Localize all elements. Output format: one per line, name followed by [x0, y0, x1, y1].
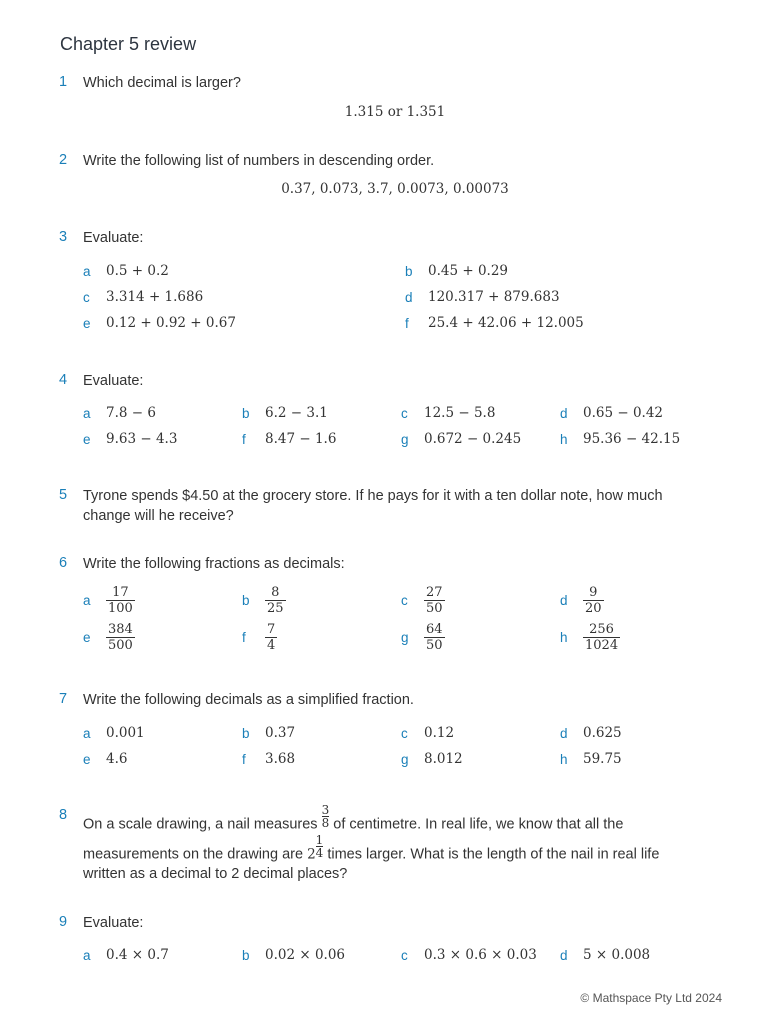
part-item [242, 947, 345, 963]
part-label: e [83, 630, 91, 645]
part-expression: 0.65 − 0.42 [583, 405, 664, 421]
part-label: d [560, 947, 568, 963]
part-item [83, 431, 177, 447]
part-expression: 0.001 [106, 725, 145, 741]
fraction [106, 622, 135, 653]
part-item [83, 751, 127, 767]
fraction-numerator: 27 [426, 585, 443, 600]
question-text-line: Tyrone spends $4.50 at the grocery store. If he pays for it with a ten dollar note, how much [83, 488, 663, 504]
part-item [242, 622, 277, 653]
part-item [83, 289, 203, 305]
part-label: h [560, 630, 568, 645]
part-label: h [560, 751, 568, 767]
fraction-numerator: 256 [589, 622, 614, 637]
part-item [401, 622, 445, 653]
fraction-numerator: 7 [267, 622, 276, 637]
fraction-denominator: 20 [585, 601, 602, 616]
part-expression: 0.5 + 0.2 [106, 263, 169, 279]
part-label: c [401, 725, 408, 741]
part-expression: 95.36 − 42.15 [583, 431, 681, 447]
part-label: e [83, 431, 91, 447]
question-text-segment: On a scale drawing, a nail measures [83, 816, 318, 833]
part-label: f [405, 315, 409, 331]
fraction-numerator: 64 [426, 622, 443, 637]
part-expression: 7.8 − 6 [106, 405, 156, 421]
part-item [83, 947, 169, 963]
part-expression: 0.45 + 0.29 [428, 263, 509, 279]
part-label: f [242, 751, 246, 767]
part-item [242, 751, 295, 767]
mixed-number-whole: 2 [307, 846, 316, 863]
part-label: b [242, 593, 250, 608]
part-label: g [401, 630, 409, 645]
part-label: g [401, 431, 409, 447]
part-item [401, 585, 445, 616]
part-expression: 8.012 [424, 751, 463, 767]
question-text-segment: of centimetre. In real life, we know that all the [333, 816, 624, 833]
question-expression: 0.37, 0.073, 3.7, 0.0073, 0.00073 [281, 181, 509, 197]
question-number: 3 [59, 229, 68, 245]
part-label: c [83, 289, 90, 305]
part-label: b [242, 405, 250, 421]
part-label: d [560, 725, 568, 741]
part-item [242, 725, 295, 741]
question-text-line: written as a decimal to 2 decimal places? [83, 866, 348, 882]
part-expression: 0.3 × 0.6 × 0.03 [424, 947, 537, 963]
question-text: Evaluate: [83, 915, 144, 931]
fraction [424, 622, 445, 653]
fraction [106, 585, 135, 616]
part-item [560, 947, 650, 963]
fraction [316, 834, 324, 859]
part-expression: 0.37 [265, 725, 296, 741]
question-expression: 1.315 or 1.351 [344, 104, 446, 120]
part-label: d [560, 593, 568, 608]
part-item [560, 431, 680, 447]
part-label: d [560, 405, 568, 421]
part-expression: 0.4 × 0.7 [106, 947, 169, 963]
part-item [83, 405, 156, 421]
part-item [560, 725, 622, 741]
part-label: h [560, 431, 568, 447]
part-item [401, 405, 495, 421]
part-item [560, 622, 620, 653]
fraction-denominator: 8 [321, 816, 330, 830]
part-label: c [401, 405, 408, 421]
fraction-numerator: 3 [321, 803, 330, 817]
part-item [405, 263, 508, 279]
part-expression: 0.12 [424, 725, 455, 741]
question-text-line [83, 803, 624, 837]
part-label: g [401, 751, 409, 767]
part-expression: 0.12 + 0.92 + 0.67 [106, 315, 236, 331]
part-label: f [242, 630, 246, 645]
part-label: b [242, 725, 250, 741]
part-expression: 3.68 [265, 751, 296, 767]
fraction-denominator: 1024 [585, 638, 619, 653]
fraction-denominator: 100 [108, 601, 133, 616]
question-text-segment: times larger. What is the length of the nail in real life [327, 846, 660, 863]
part-item [83, 315, 236, 331]
part-item [83, 622, 135, 653]
part-expression: 9.63 − 4.3 [106, 431, 178, 447]
fraction-numerator: 8 [271, 585, 280, 600]
fraction-denominator: 500 [108, 638, 133, 653]
fraction-denominator: 50 [426, 638, 443, 653]
part-item [242, 585, 286, 616]
part-item [83, 585, 135, 616]
part-item [401, 947, 537, 963]
part-expression: 6.2 − 3.1 [265, 405, 328, 421]
question-text: Evaluate: [83, 230, 144, 246]
question-number: 1 [59, 74, 68, 90]
fraction [265, 622, 277, 653]
part-expression: 59.75 [583, 751, 622, 767]
part-label: b [242, 947, 250, 963]
question-text-line: change will he receive? [83, 508, 234, 524]
part-item [405, 289, 560, 305]
part-item [83, 263, 169, 279]
part-item [83, 725, 145, 741]
fraction-denominator: 50 [426, 601, 443, 616]
question-text-segment: measurements on the drawing are [83, 846, 304, 863]
part-label: e [83, 315, 91, 331]
question-number: 5 [59, 487, 68, 503]
part-label: a [83, 725, 91, 741]
question-text: Write the following list of numbers in descending order. [83, 153, 435, 169]
part-item [401, 751, 463, 767]
question-number: 8 [59, 807, 68, 823]
part-label: f [242, 431, 246, 447]
part-expression: 3.314 + 1.686 [106, 289, 204, 305]
part-expression: 8.47 − 1.6 [265, 431, 337, 447]
question-text: Which decimal is larger? [83, 75, 241, 91]
page-title: Chapter 5 review [60, 34, 197, 54]
part-expression: 0.02 × 0.06 [265, 947, 346, 963]
part-label: a [83, 263, 91, 279]
fraction-numerator: 17 [112, 585, 129, 600]
part-item [242, 405, 328, 421]
part-item [242, 431, 336, 447]
fraction [583, 622, 620, 653]
part-expression: 0.672 − 0.245 [424, 431, 522, 447]
part-label: a [83, 593, 91, 608]
question-number: 9 [59, 914, 68, 930]
part-label: a [83, 947, 91, 963]
fraction [322, 804, 330, 829]
question-text: Write the following decimals as a simplified fraction. [83, 692, 414, 708]
question-number: 6 [59, 555, 68, 571]
part-label: b [405, 263, 413, 279]
question-text: Write the following fractions as decimals: [83, 556, 345, 572]
fraction [265, 585, 286, 616]
question-number: 4 [59, 372, 68, 388]
part-item [560, 751, 622, 767]
question-text: Evaluate: [83, 373, 144, 389]
copyright-footer: © Mathspace Pty Ltd 2024 [580, 991, 722, 1005]
fraction-denominator: 4 [267, 638, 276, 653]
part-expression: 4.6 [106, 751, 128, 767]
fraction-numerator: 384 [108, 622, 133, 637]
part-item [560, 405, 663, 421]
fraction-numerator: 9 [589, 585, 598, 600]
part-expression: 120.317 + 879.683 [428, 289, 560, 305]
part-label: e [83, 751, 91, 767]
part-expression: 0.625 [583, 725, 622, 741]
part-item [560, 585, 604, 616]
part-label: c [401, 947, 408, 963]
part-item [405, 315, 584, 331]
fraction [583, 585, 604, 616]
fraction-denominator: 25 [267, 601, 284, 616]
part-expression: 5 × 0.008 [583, 947, 651, 963]
part-item [401, 725, 454, 741]
fraction-denominator: 4 [315, 846, 324, 860]
part-expression: 12.5 − 5.8 [424, 405, 496, 421]
part-label: a [83, 405, 91, 421]
part-expression: 25.4 + 42.06 + 12.005 [428, 315, 584, 331]
question-number: 2 [59, 152, 68, 168]
part-item [401, 431, 521, 447]
part-label: c [401, 593, 408, 608]
fraction-numerator: 1 [315, 833, 324, 847]
question-number: 7 [59, 691, 68, 707]
fraction [424, 585, 445, 616]
part-label: d [405, 289, 413, 305]
